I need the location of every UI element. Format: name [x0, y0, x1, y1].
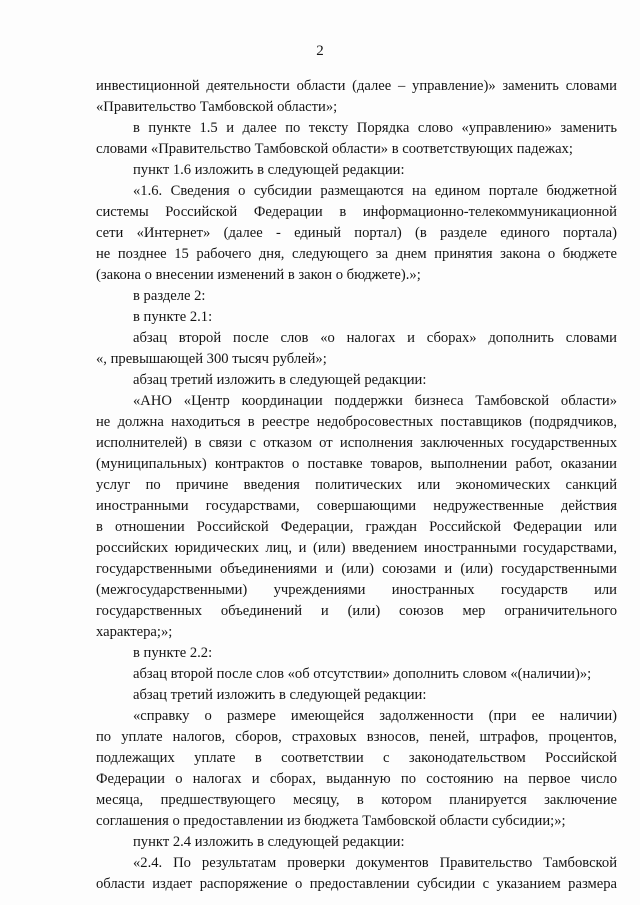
text-line: по уплате налогов, сборов, страховых взносов, пеней, штрафов, процентов,	[96, 729, 617, 745]
page-number: 2	[316, 43, 324, 59]
text-line: «Правительство Тамбовской области»;	[96, 99, 338, 115]
text-line: характера;»;	[96, 624, 173, 640]
text-line: Федерации о налогах и сборах, выданную по состоянию на первое число	[96, 771, 617, 787]
text-line: абзац третий изложить в следующей редакции:	[133, 372, 427, 388]
text-line: месяца, предшествующего месяцу, в котором планируется заключение	[96, 792, 617, 808]
text-line: «2.4. По результатам проверки документов Правительство Тамбовской	[133, 855, 617, 871]
text-line: не должна находиться в реестре недобросовестных поставщиков (подрядчиков,	[96, 414, 617, 430]
text-line: в пункте 1.5 и далее по тексту Порядка слово «управлению» заменить	[133, 120, 617, 136]
text-line: абзац второй после слов «о налогах и сборах» дополнить словами	[133, 330, 617, 346]
text-line: абзац второй после слов «об отсутствии» дополнить словом «(наличии)»;	[133, 666, 592, 682]
text-line: в разделе 2:	[133, 288, 206, 304]
text-line: услуг по причине введения политических или экономических санкций	[96, 477, 617, 493]
text-line: «справку о размере имеющейся задолженности (при ее наличии)	[133, 708, 617, 724]
text-line: исполнителей) в связи с отказом от исполнения заключенных государственных	[96, 435, 617, 451]
text-line: не позднее 15 рабочего дня, следующего за днем принятия закона о бюджете	[96, 246, 617, 262]
text-line: (межгосударственными) учреждениями иностранных государств или	[96, 582, 617, 598]
text-line: в отношении Российской Федерации, граждан Российской Федерации или	[96, 519, 617, 535]
text-line: иностранными государствами, совершающими недружественные действия	[96, 498, 617, 514]
text-line: (муниципальных) контрактов о поставке товаров, выполнении работ, оказании	[96, 456, 617, 472]
text-line: в пункте 2.2:	[133, 645, 213, 661]
text-line: словами «Правительство Тамбовской области» в соответствующих падежах;	[96, 141, 573, 157]
text-line: пункт 1.6 изложить в следующей редакции:	[133, 162, 405, 178]
text-line: подлежащих уплате в соответствии с законодательством Российской	[96, 750, 617, 766]
text-line: инвестиционной деятельности области (далее – управление)» заменить словами	[96, 78, 617, 94]
text-line: «1.6. Сведения о субсидии размещаются на едином портале бюджетной	[133, 183, 617, 199]
text-line: «АНО «Центр координации поддержки бизнеса Тамбовской области»	[133, 393, 617, 409]
text-line: системы Российской Федерации в информационно-телекоммуникационной	[96, 204, 617, 220]
text-line: в пункте 2.1:	[133, 309, 213, 325]
text-line: российских юридических лиц, и (или) введением иностранными государствами,	[96, 540, 617, 556]
text-line: государственными объединениями и (или) союзами и (или) государственными	[96, 561, 617, 577]
text-line: пункт 2.4 изложить в следующей редакции:	[133, 834, 405, 850]
text-line: «, превышающей 300 тысяч рублей»;	[96, 351, 327, 367]
text-line: сети «Интернет» (далее - единый портал) (в разделе единого портала)	[96, 225, 617, 241]
text-line: абзац третий изложить в следующей редакции:	[133, 687, 427, 703]
text-line: соглашения о предоставлении из бюджета Тамбовской области субсидии;»;	[96, 813, 566, 829]
text-line: (закона о внесении изменений в закон о бюджете).»;	[96, 267, 421, 283]
text-line: области издает распоряжение о предоставлении субсидии с указанием размера	[96, 876, 617, 892]
text-line: государственных объединений и (или) союзов мер ограничительного	[96, 603, 617, 619]
